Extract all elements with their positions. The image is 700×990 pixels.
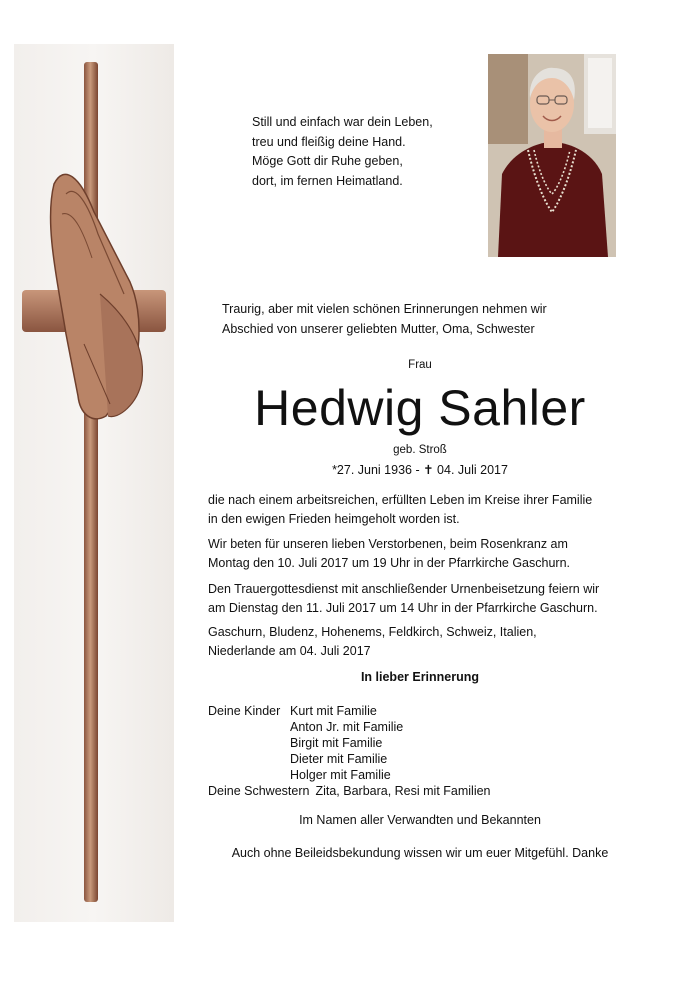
paragraph-passing: die nach einem arbeitsreichen, erfüllten Leben im Kreise ihrer Familie in den ewigen Frieden heimgeholt worden ist. <box>208 493 593 526</box>
intro-line: Traurig, aber mit vielen schönen Erinnerungen nehmen wir <box>222 302 547 316</box>
child-entry: Kurt mit Familie <box>290 704 377 718</box>
children-label: Deine Kinder <box>208 704 281 718</box>
family-row <box>208 767 491 783</box>
family-row <box>208 783 491 799</box>
poem-line: treu und fleißig deine Hand. <box>252 134 406 149</box>
poem <box>252 113 472 191</box>
family-row <box>208 735 491 751</box>
poem-line: dort, im fernen Heimatland. <box>252 173 403 188</box>
portrait-icon <box>488 54 616 257</box>
praying-hands-cross-icon <box>14 44 174 922</box>
paragraph-places-date: Gaschurn, Bludenz, Hohenems, Feldkirch, Schweiz, Italien, Niederlande am 04. Juli 2017 <box>208 625 537 658</box>
thanks-line: Auch ohne Beileidsbekundung wissen wir um euer Mitgefühl. Danke <box>231 846 609 860</box>
memory-heading: In lieber Erinnerung <box>360 670 480 684</box>
poem-line: Still und einfach war dein Leben, <box>252 115 433 129</box>
paragraph-rosary: Wir beten für unseren lieben Verstorbenen, beim Rosenkranz am Montag den 10. Juli 2017 um 19 Uhr in der Pfarrkirche Gaschurn. <box>208 537 570 570</box>
child-entry: Dieter mit Familie <box>290 752 388 766</box>
life-dates: *27. Juni 1936 - ✝ 04. Juli 2017 <box>332 463 508 477</box>
family-row <box>208 703 491 719</box>
cross-image <box>14 44 174 922</box>
sisters-label: Deine Schwestern <box>208 784 310 798</box>
deceased-name: Hedwig Sahler <box>254 380 586 436</box>
paragraph-funeral-service: Den Trauergottesdienst mit anschließender Urnenbeisetzung feiern wir am Dienstag den 11. Juli 2017 um 14 Uhr in der Pfarrkirche Gaschurn. <box>208 582 600 615</box>
family-row <box>208 751 491 767</box>
sisters-entry: Zita, Barbara, Resi mit Familien <box>315 784 491 798</box>
salutation: Frau <box>408 359 432 371</box>
family-row <box>208 719 491 735</box>
poem-line: Möge Gott dir Ruhe geben, <box>252 154 403 168</box>
child-entry: Anton Jr. mit Familie <box>290 720 404 734</box>
child-entry: Holger mit Familie <box>290 768 391 782</box>
family-list <box>208 703 491 799</box>
birth-name: geb. Stroß <box>393 444 447 456</box>
relatives-line: Im Namen aller Verwandten und Bekannten <box>299 813 541 827</box>
portrait-photo <box>488 54 616 257</box>
child-entry: Birgit mit Familie <box>290 736 383 750</box>
intro-line: Abschied von unserer geliebten Mutter, Oma, Schwester <box>222 322 535 336</box>
intro-text <box>222 299 642 339</box>
